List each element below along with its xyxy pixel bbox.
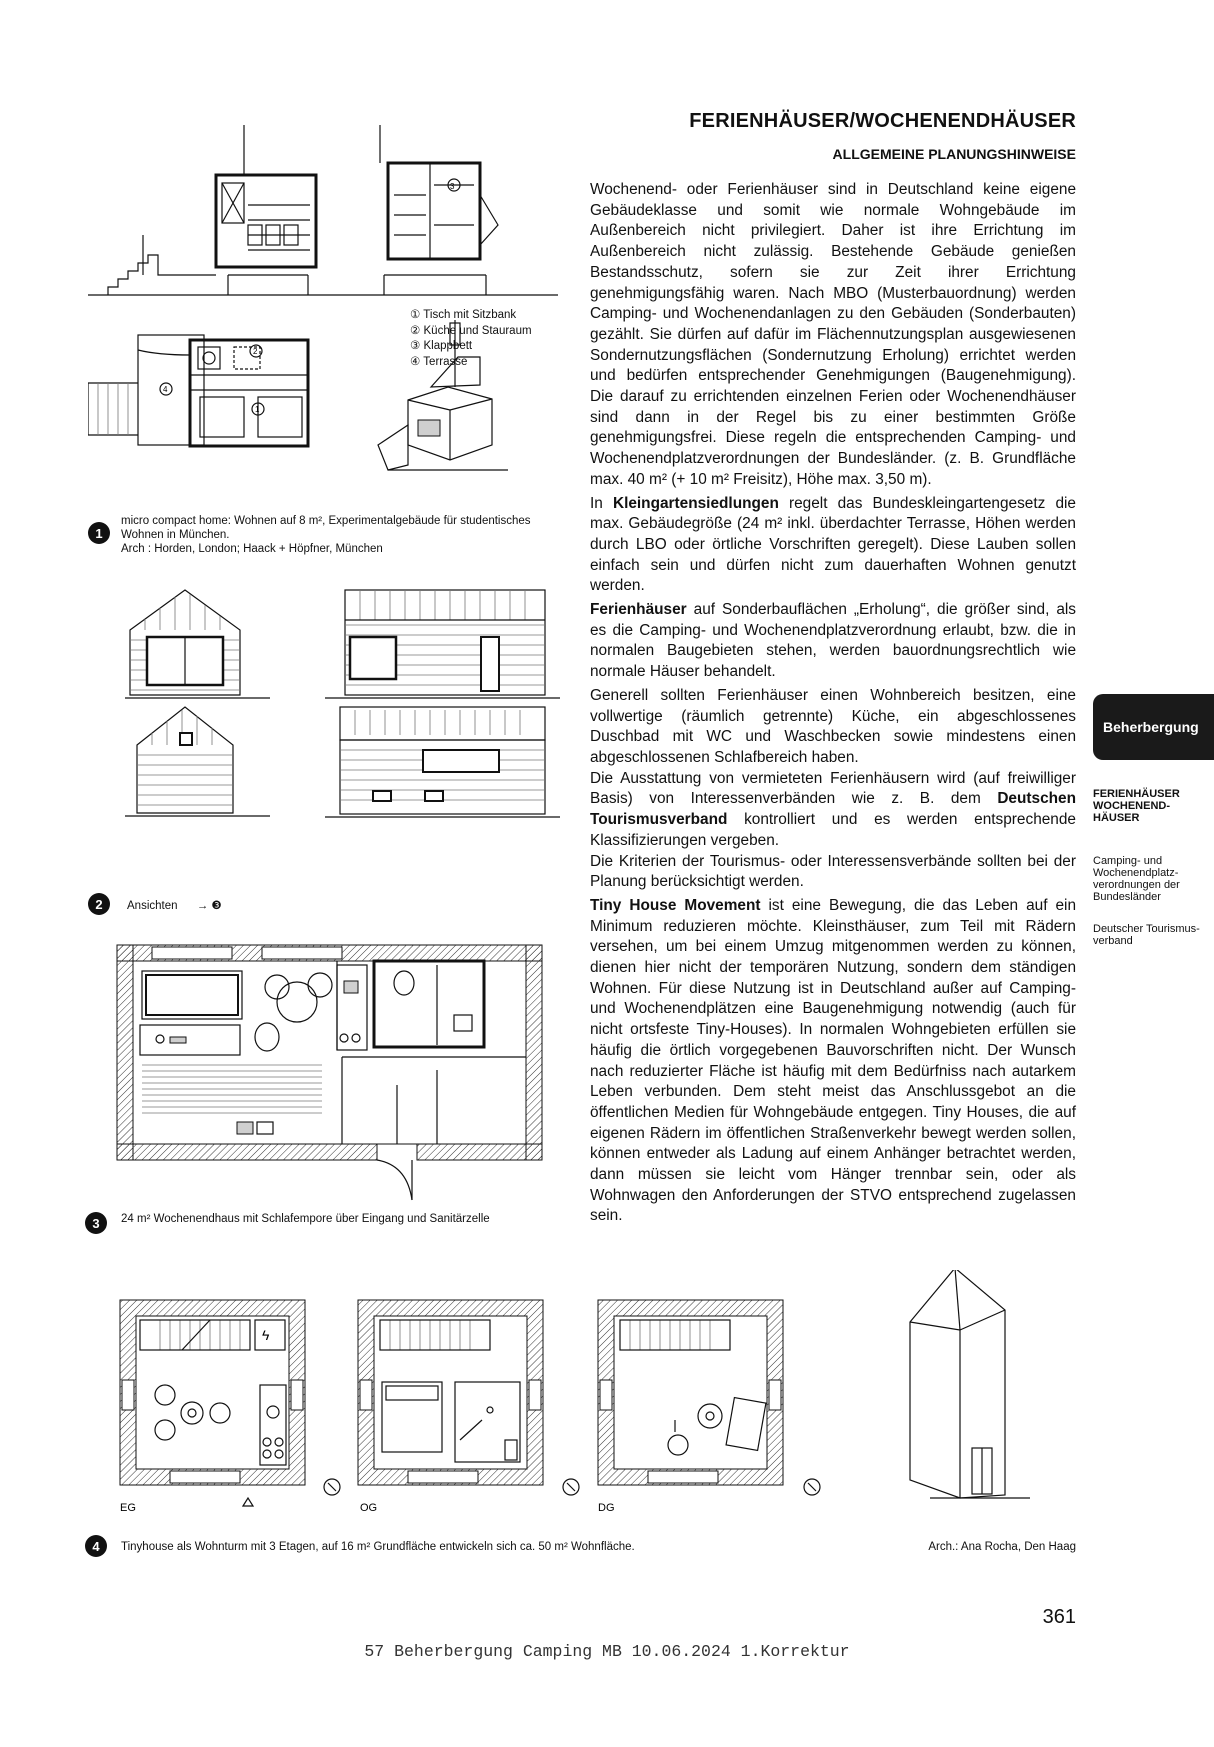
page-title: FERIENHÄUSER/WOCHENENDHÄUSER (689, 110, 1076, 132)
paragraph: Ferienhäuser auf Sonderbauflächen „Erholung“, die größer sind, als es die Camping- und Wochenendplatzverordnung erlaubt, bzw. die in normalen Baugebieten stehen, werden bauordnungsrechtlich wie normale Häuser behandelt. (590, 601, 1076, 681)
svg-text:4: 4 (163, 385, 168, 394)
fig4-credit: Arch.: Ana Rocha, Den Haag (928, 1541, 1076, 1553)
paragraph: Wochenend- oder Ferienhäuser sind in Deutschland keine eigene Gebäudeklasse und somit wie normale Wohngebäude im Außenbereich nicht privilegiert. Daher ist ihre Errichtung im Außenbereich nicht zulässig. Bestehende Gebäude genießen Bestandsschutz, sofern sie zur Zeit ihrer Errichtung genehmigungsfähig waren. Nach MBO (Musterbauordnung) werden Camping- und Wochenendanlagen zu den Gebäuden (Sonderbauten) gezählt. Sie dürfen auf dafür im Flächennutzungsplan ausgewiesenen Sondernutzungsflächen (Sondernutzung Erholung) errichtet werden und bedürfen entsprechender Genehmigungen (Baugenehmigung). Die darauf zu errichtenden einzelnen Ferien oder Wochenendhäuser sind dann in der Regel bis zu einer bestimmten Größe genehmigungsfrei. Diese regeln die entsprechenden Camping- und Wochenendplatzverordnungen der Bundesländer. (z. B. Grundfläche max. 40 m² (+ 10 m² Freisitz), Höhe max. 3,50 m). (590, 181, 1076, 488)
footer-slug: 57 Beherbergung Camping MB 10.06.2024 1.Korrektur (364, 1642, 850, 1661)
svg-text:3: 3 (450, 182, 455, 191)
fig1-caption: micro compact home: Wohnen auf 8 m², Experimentalgebäude für studentisches Wohnen in München. Arch : Horden, London; Haack + Höpfner, München (121, 515, 531, 555)
legend-item: ① Tisch mit Sitzbank (410, 309, 517, 321)
body-text (590, 180, 1076, 1230)
paragraph: In Kleingartensiedlungen regelt das Bundeskleingartengesetz die max. Gebäudegröße (24 m² inkl. überdachter Terrasse, Höhen werden durch LBO oder örtliche Vorschriften geregelt). Diese Lauben sollen einfach sein und dürfen nicht zum dauerhaften Wohnen genutzt werden. (590, 494, 1076, 595)
fig2-elevations (125, 585, 565, 850)
sidebar-item: Deutscher Tourismus-verband (1093, 923, 1200, 947)
chapter-tab: Beherbergung (1093, 694, 1214, 760)
fig2-caption: Ansichten → ❸ (127, 900, 222, 912)
page-subtitle: ALLGEMEINE PLANUNGSHINWEISE (832, 146, 1076, 162)
fig3-plan (112, 935, 552, 1215)
svg-text:2: 2 (253, 347, 258, 356)
legend-item: ② Küche und Stauraum (410, 324, 532, 337)
paragraph: Die Ausstattung von vermieteten Ferienhäusern wird (auf freiwilliger Basis) von Interessenverbänden wie z. B. dem Deutschen Tourismusverband kontrolliert und es werden entsprechende Klassifizierungen vergeben. (590, 769, 1076, 849)
fig4-plans (110, 1270, 1070, 1520)
legend-item: ③ Klappbett (410, 340, 473, 352)
figure-number: 3 (85, 1212, 107, 1234)
svg-text:EG: EG (120, 1502, 136, 1514)
figure-number: 4 (85, 1535, 107, 1557)
sidebar-item: Camping- und Wochenendplatz-verordnungen der Bundesländer (1093, 855, 1180, 903)
page-number: 361 (1042, 1606, 1076, 1628)
sidebar-section-head: FERIENHÄUSER WOCHENEND-HÄUSER (1093, 788, 1180, 824)
svg-text:DG: DG (598, 1502, 615, 1514)
paragraph: Tiny House Movement ist eine Bewegung, die das Leben auf ein Minimum reduzieren möchte. Kleinsthäuser, zum Teil mit Rädern versehen, um bei einem Umzug mitgenommen werden zu können, dienen hier nicht der temporären Nutzung, sondern dem ständigen Wohnen. Für diese Nutzung ist in Deutschland außer auf Camping- und Wochenendplätzen eine Baugenehmigung notwendig (auch für nicht ortsfeste Tiny-Houses). In normalen Wohngebieten erfüllen sie häufig die örtlich vorgegebenen Bauvorschriften nicht. Der Wunsch nach reduzierter Fläche ist häufig mit dem Bedürfniss nach autarkem Leben verbunden. Dem steht meist das Anschlussgebot an die öffentlichen Medien für Wohngebäude entgegen. Tiny Houses, die auf eigenen Rädern im öffentlichen Straßenverkehr bewegt werden sollen, können entweder als Ladung auf einem Anhänger betrachtet werden, dann müssen sie leicht vom Hänger trennbar sein, oder als Wohnwagen den Anforderungen der STVO entsprechend zugelassen sein. (590, 896, 1077, 1225)
fig1-legend (410, 308, 532, 370)
figure-number: 2 (88, 893, 110, 915)
paragraph: Generell sollten Ferienhäuser einen Wohnbereich besitzen, eine vollwertige (räumlich getrennte) Küche, ein abgeschlossenes Duschbad mit WC und Waschbecken sowie mindestens einen abgeschlossenen Schlafbereich haben. (590, 686, 1076, 766)
fig3-caption: 24 m² Wochenendhaus mit Schlafempore über Eingang und Sanitärzelle (121, 1213, 490, 1225)
legend-item: ④ Terrasse (410, 355, 468, 368)
svg-text:1: 1 (255, 405, 260, 414)
svg-text:ϟ: ϟ (262, 1327, 270, 1343)
fig4-caption: Tinyhouse als Wohnturm mit 3 Etagen, auf 16 m² Grundfläche entwickeln sich ca. 50 m² Wohnfläche. (121, 1541, 635, 1553)
figure-number: 1 (88, 522, 110, 544)
paragraph: Die Kriterien der Tourismus- oder Interessensverbände sollten bei der Planung berücksichtigt werden. (590, 852, 1076, 891)
svg-text:OG: OG (360, 1502, 378, 1514)
